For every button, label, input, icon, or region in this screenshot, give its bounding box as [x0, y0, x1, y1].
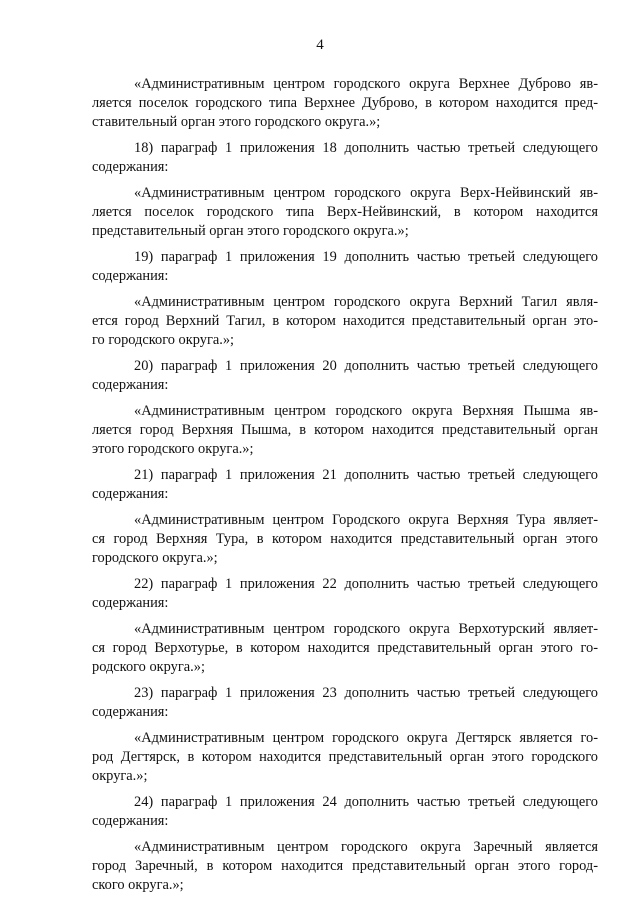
- paragraph: [92, 511, 598, 568]
- text-line: «Административным центром Городского округа Верхняя Тура являет-: [134, 512, 598, 528]
- text-line: этого городского округа.»;: [92, 441, 254, 457]
- paragraph: [92, 838, 598, 895]
- text-line: содержания:: [92, 595, 169, 611]
- text-line: 18) параграф 1 приложения 18 дополнить частью третьей следующего: [134, 140, 598, 156]
- paragraph: [92, 575, 598, 613]
- paragraph: [92, 402, 598, 459]
- text-line: ляется поселок городского типа Верх-Нейвинский, в котором находится: [92, 204, 598, 220]
- text-line: содержания:: [92, 377, 169, 393]
- text-line: «Административным центром городского округа Верх-Нейвинский яв-: [134, 185, 598, 201]
- text-line: «Административным центром городского округа Верхняя Пышма яв-: [134, 403, 598, 419]
- text-line: родского округа.»;: [92, 659, 205, 675]
- text-line: «Административным центром городского округа Верхнее Дуброво яв-: [134, 76, 598, 92]
- text-line: 24) параграф 1 приложения 24 дополнить частью третьей следующего: [134, 794, 598, 810]
- paragraph: [92, 248, 598, 286]
- page-number: 4: [316, 37, 324, 53]
- document-body: [92, 75, 598, 902]
- text-line: ставительный орган этого городского округа.»;: [92, 114, 381, 130]
- paragraph: [92, 729, 598, 786]
- paragraph: [92, 184, 598, 241]
- text-line: представительный орган этого городского округа.»;: [92, 223, 409, 239]
- text-line: 22) параграф 1 приложения 22 дополнить частью третьей следующего: [134, 576, 598, 592]
- text-line: ляется поселок городского типа Верхнее Дуброво, в котором находится пред-: [92, 95, 598, 111]
- text-line: 23) параграф 1 приложения 23 дополнить частью третьей следующего: [134, 685, 598, 701]
- text-line: содержания:: [92, 704, 169, 720]
- text-line: «Административным центром городского округа Дегтярск является го-: [134, 730, 598, 746]
- text-line: содержания:: [92, 813, 169, 829]
- text-line: город Заречный, в котором находится представительный орган этого город-: [92, 858, 598, 874]
- text-line: содержания:: [92, 486, 169, 502]
- paragraph: [92, 139, 598, 177]
- paragraph: [92, 357, 598, 395]
- text-line: городского округа.»;: [92, 550, 218, 566]
- text-line: 20) параграф 1 приложения 20 дополнить частью третьей следующего: [134, 358, 598, 374]
- text-line: ется город Верхний Тагил, в котором находится представительный орган это-: [92, 313, 598, 329]
- paragraph: [92, 466, 598, 504]
- text-line: содержания:: [92, 268, 169, 284]
- text-line: ся город Верхняя Тура, в котором находится представительный орган этого: [92, 531, 598, 547]
- text-line: го городского округа.»;: [92, 332, 235, 348]
- paragraph: [92, 793, 598, 831]
- paragraph: [92, 293, 598, 350]
- text-line: «Административным центром городского округа Заречный является: [134, 839, 598, 855]
- text-line: 19) параграф 1 приложения 19 дополнить частью третьей следующего: [134, 249, 598, 265]
- text-line: род Дегтярск, в котором находится представительный орган этого городского: [92, 749, 598, 765]
- text-line: ляется город Верхняя Пышма, в котором находится представительный орган: [92, 422, 598, 438]
- text-line: ского округа.»;: [92, 877, 184, 893]
- paragraph: [92, 684, 598, 722]
- text-line: ся город Верхотурье, в котором находится представительный орган этого го-: [92, 640, 598, 656]
- paragraph: [92, 620, 598, 677]
- text-line: округа.»;: [92, 768, 148, 784]
- paragraph: [92, 75, 598, 132]
- text-line: 21) параграф 1 приложения 21 дополнить частью третьей следующего: [134, 467, 598, 483]
- text-line: «Административным центром городского округа Верхотурский являет-: [134, 621, 598, 637]
- text-line: содержания:: [92, 159, 169, 175]
- text-line: «Административным центром городского округа Верхний Тагил явля-: [134, 294, 598, 310]
